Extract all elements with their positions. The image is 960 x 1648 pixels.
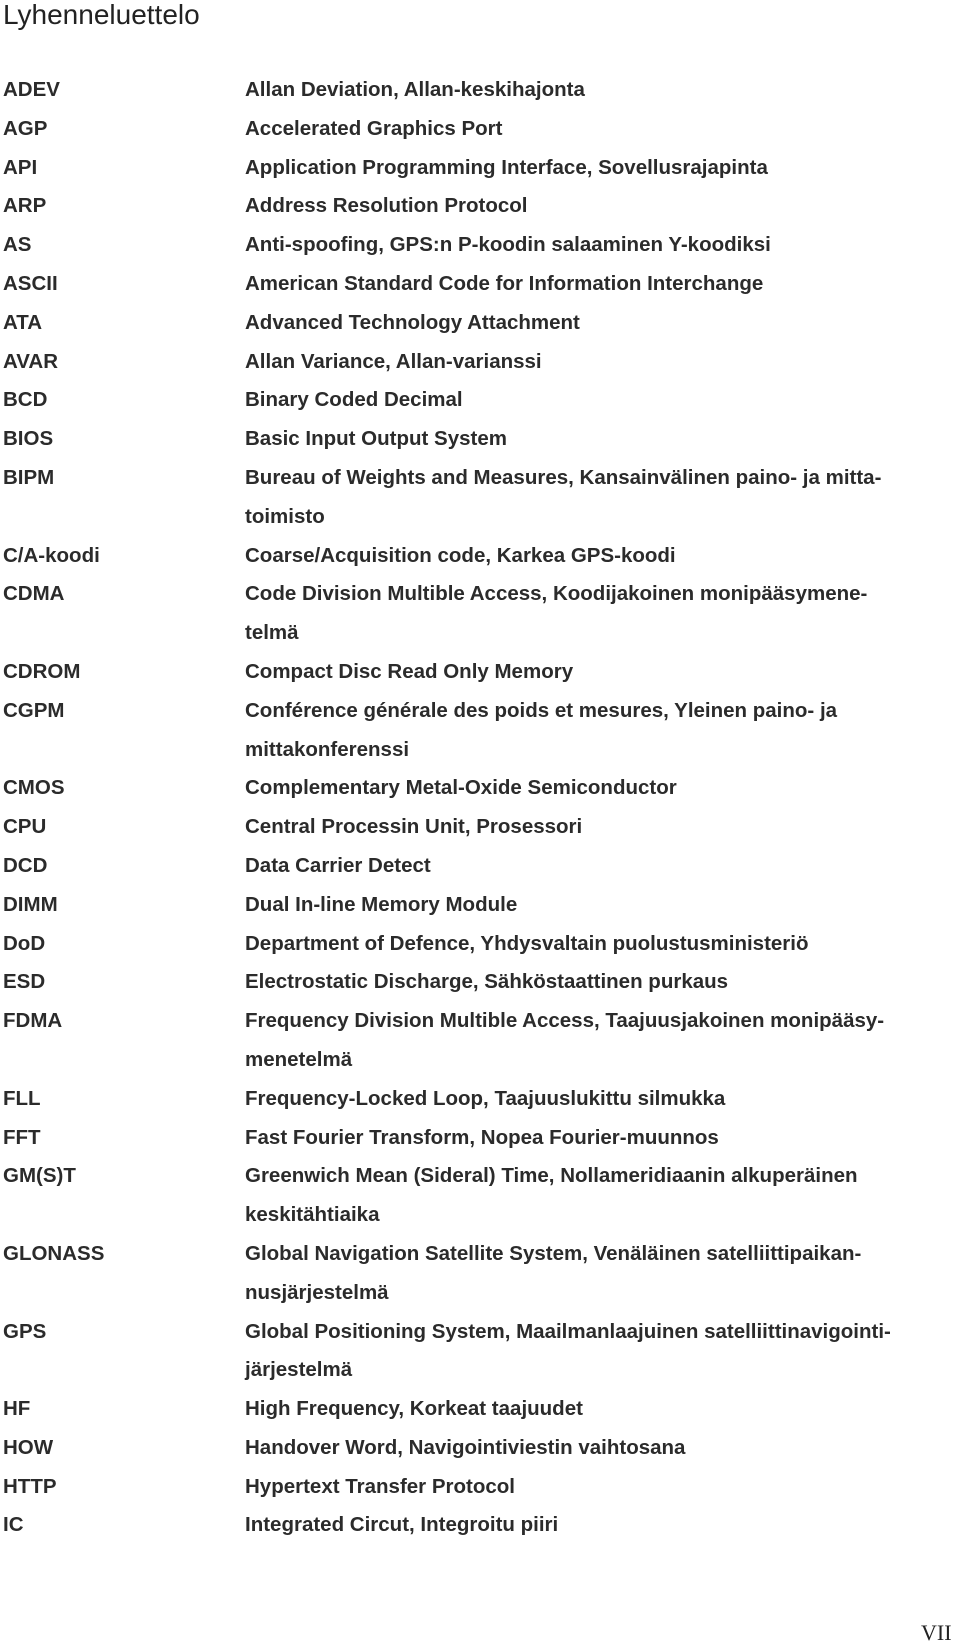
abbreviation-definition xyxy=(245,71,960,110)
definition-line: Fast Fourier Transform, Nopea Fourier-muunnos xyxy=(245,1125,719,1149)
abbreviation-definition xyxy=(245,537,960,576)
abbreviation-entry xyxy=(0,1390,960,1429)
abbreviation-term: ATA xyxy=(3,310,43,334)
abbreviation-definition xyxy=(245,1080,960,1119)
abbreviation-term: ADEV xyxy=(3,78,60,101)
abbreviation-definition xyxy=(245,265,960,304)
abbreviation-definition xyxy=(245,847,960,886)
abbreviation-entry xyxy=(0,1506,960,1545)
abbreviation-definition xyxy=(245,692,960,770)
definition-line: nusjärjestelmä xyxy=(245,1280,389,1304)
definition-line: Application Programming Interface, Sovellusrajapinta xyxy=(245,155,768,179)
abbreviation-term: IC xyxy=(3,1513,24,1537)
definition-line: Global Navigation Satellite System, Venäläinen satelliittipaikan- xyxy=(245,1241,862,1265)
definition-line: Integrated Circut, Integroitu piiri xyxy=(245,1513,559,1537)
abbreviation-definition xyxy=(245,187,960,226)
abbreviation-term: ESD xyxy=(3,970,46,994)
definition-line: Coarse/Acquisition code, Karkea GPS-koodi xyxy=(245,543,676,567)
abbreviation-entry xyxy=(0,653,960,692)
abbreviation-term: BCD xyxy=(3,388,48,412)
abbreviation-definition xyxy=(245,925,960,964)
abbreviation-definition xyxy=(245,149,960,188)
abbreviation-entry xyxy=(0,1080,960,1119)
abbreviation-entry xyxy=(0,265,960,304)
abbreviation-definition xyxy=(245,1313,960,1391)
abbreviation-entry xyxy=(0,110,960,149)
definition-line: Frequency Division Multible Access, Taajuusjakoinen monipääsy- xyxy=(245,1009,885,1033)
definition-line: Advanced Technology Attachment xyxy=(245,310,580,334)
definition-line: American Standard Code for Information Interchange xyxy=(245,271,764,295)
abbreviation-definition xyxy=(245,343,960,382)
abbreviation-definition xyxy=(245,1468,960,1507)
page-title: Lyhenneluettelo xyxy=(3,0,200,30)
definition-line: Handover Word, Navigointiviestin vaihtosana xyxy=(245,1435,686,1459)
definition-line: Complementary Metal-Oxide Semiconductor xyxy=(245,776,677,800)
abbreviation-term: BIOS xyxy=(3,427,54,451)
abbreviation-term: CGPM xyxy=(3,698,65,722)
abbreviation-definition xyxy=(245,1235,960,1313)
abbreviation-list xyxy=(0,71,960,1545)
abbreviation-term: API xyxy=(3,155,38,179)
abbreviation-entry xyxy=(0,769,960,808)
definition-line: Binary Coded Decimal xyxy=(245,388,463,412)
definition-line: mittakonferenssi xyxy=(245,737,410,761)
abbreviation-entry xyxy=(0,226,960,265)
definition-line: Compact Disc Read Only Memory xyxy=(245,659,574,683)
abbreviation-term: DoD xyxy=(3,931,46,955)
abbreviation-entry xyxy=(0,1119,960,1158)
abbreviation-definition xyxy=(245,110,960,149)
abbreviation-entry xyxy=(0,1002,960,1080)
abbreviation-term: GLONASS xyxy=(3,1241,105,1265)
definition-line: Frequency-Locked Loop, Taajuuslukittu silmukka xyxy=(245,1086,726,1110)
abbreviation-entry xyxy=(0,1235,960,1313)
abbreviation-definition xyxy=(245,1002,960,1080)
abbreviation-entry xyxy=(0,537,960,576)
definition-line: Hypertext Transfer Protocol xyxy=(245,1474,515,1498)
definition-line: Global Positioning System, Maailmanlaajuinen satelliittinavigointi- xyxy=(245,1319,891,1343)
definition-line: Allan Deviation, Allan-keskihajonta xyxy=(245,78,585,101)
abbreviation-entry xyxy=(0,420,960,459)
abbreviation-definition xyxy=(245,886,960,925)
definition-line: menetelmä xyxy=(245,1047,353,1071)
page-number: VII xyxy=(921,1620,952,1645)
abbreviation-term: CMOS xyxy=(3,776,65,800)
abbreviation-term: HF xyxy=(3,1397,31,1421)
abbreviation-term: DCD xyxy=(3,853,48,877)
abbreviation-entry xyxy=(0,692,960,770)
abbreviation-definition xyxy=(245,420,960,459)
definition-line: Data Carrier Detect xyxy=(245,853,431,877)
abbreviation-entry xyxy=(0,1468,960,1507)
definition-line: Dual In-line Memory Module xyxy=(245,892,518,916)
definition-line: Central Processin Unit, Prosessori xyxy=(245,815,583,839)
abbreviation-entry xyxy=(0,1313,960,1391)
abbreviation-definition xyxy=(245,304,960,343)
definition-line: toimisto xyxy=(245,504,325,528)
abbreviation-entry xyxy=(0,925,960,964)
definition-line: Greenwich Mean (Sideral) Time, Nollameridiaanin alkuperäinen xyxy=(245,1164,858,1188)
abbreviation-term: HTTP xyxy=(3,1474,57,1498)
abbreviation-definition xyxy=(245,575,960,653)
abbreviation-entry xyxy=(0,886,960,925)
abbreviation-definition xyxy=(245,1390,960,1429)
abbreviation-term: AVAR xyxy=(3,349,59,373)
abbreviation-definition xyxy=(245,653,960,692)
abbreviation-entry xyxy=(0,304,960,343)
abbreviation-entry xyxy=(0,1429,960,1468)
abbreviation-term: HOW xyxy=(3,1435,54,1459)
definition-line: Conférence générale des poids et mesures, Yleinen paino- ja xyxy=(245,698,838,722)
abbreviation-entry xyxy=(0,343,960,382)
definition-line: Address Resolution Protocol xyxy=(245,194,528,218)
definition-line: Electrostatic Discharge, Sähköstaattinen purkaus xyxy=(245,970,729,994)
abbreviation-entry xyxy=(0,963,960,1002)
abbreviation-term: AS xyxy=(3,233,32,257)
abbreviation-term: FFT xyxy=(3,1125,41,1149)
abbreviation-term: ARP xyxy=(3,194,47,218)
abbreviation-definition xyxy=(245,769,960,808)
definition-line: Anti-spoofing, GPS:n P-koodin salaaminen Y-koodiksi xyxy=(245,233,771,257)
abbreviation-entry xyxy=(0,381,960,420)
abbreviation-term: GM(S)T xyxy=(3,1164,76,1188)
definition-line: Department of Defence, Yhdysvaltain puolustusministeriö xyxy=(245,931,809,955)
abbreviation-term: ASCII xyxy=(3,271,58,295)
abbreviation-entry xyxy=(0,575,960,653)
abbreviation-term: CPU xyxy=(3,815,47,839)
abbreviation-term: CDROM xyxy=(3,659,81,683)
abbreviation-term: BIPM xyxy=(3,465,55,489)
abbreviation-term: DIMM xyxy=(3,892,58,916)
abbreviation-term: AGP xyxy=(3,116,48,140)
abbreviation-definition xyxy=(245,1429,960,1468)
definition-line: Bureau of Weights and Measures, Kansainvälinen paino- ja mitta- xyxy=(245,465,882,489)
definition-line: keskitähtiaika xyxy=(245,1203,380,1227)
abbreviation-entry xyxy=(0,187,960,226)
abbreviation-term: FDMA xyxy=(3,1009,63,1033)
abbreviation-definition xyxy=(245,226,960,265)
definition-line: telmä xyxy=(245,621,299,645)
abbreviation-definition xyxy=(245,1157,960,1235)
abbreviation-entry xyxy=(0,149,960,188)
abbreviation-definition xyxy=(245,1506,960,1545)
abbreviation-term: FLL xyxy=(3,1086,41,1110)
abbreviation-term: C/A-koodi xyxy=(3,543,100,567)
abbreviation-term: GPS xyxy=(3,1319,47,1343)
abbreviation-entry xyxy=(0,459,960,537)
abbreviation-term: CDMA xyxy=(3,582,65,606)
abbreviation-definition xyxy=(245,963,960,1002)
abbreviation-definition xyxy=(245,381,960,420)
abbreviation-entry xyxy=(0,1157,960,1235)
abbreviation-definition xyxy=(245,459,960,537)
abbreviation-entry xyxy=(0,847,960,886)
abbreviation-definition xyxy=(245,808,960,847)
abbreviation-entry xyxy=(0,71,960,110)
definition-line: High Frequency, Korkeat taajuudet xyxy=(245,1397,583,1421)
definition-line: Basic Input Output System xyxy=(245,427,507,451)
definition-line: Code Division Multible Access, Koodijakoinen monipääsymene- xyxy=(245,582,868,606)
abbreviation-definition xyxy=(245,1119,960,1158)
definition-line: Accelerated Graphics Port xyxy=(245,116,503,140)
definition-line: Allan Variance, Allan-varianssi xyxy=(245,349,542,373)
definition-line: järjestelmä xyxy=(245,1358,353,1382)
abbreviation-entry xyxy=(0,808,960,847)
